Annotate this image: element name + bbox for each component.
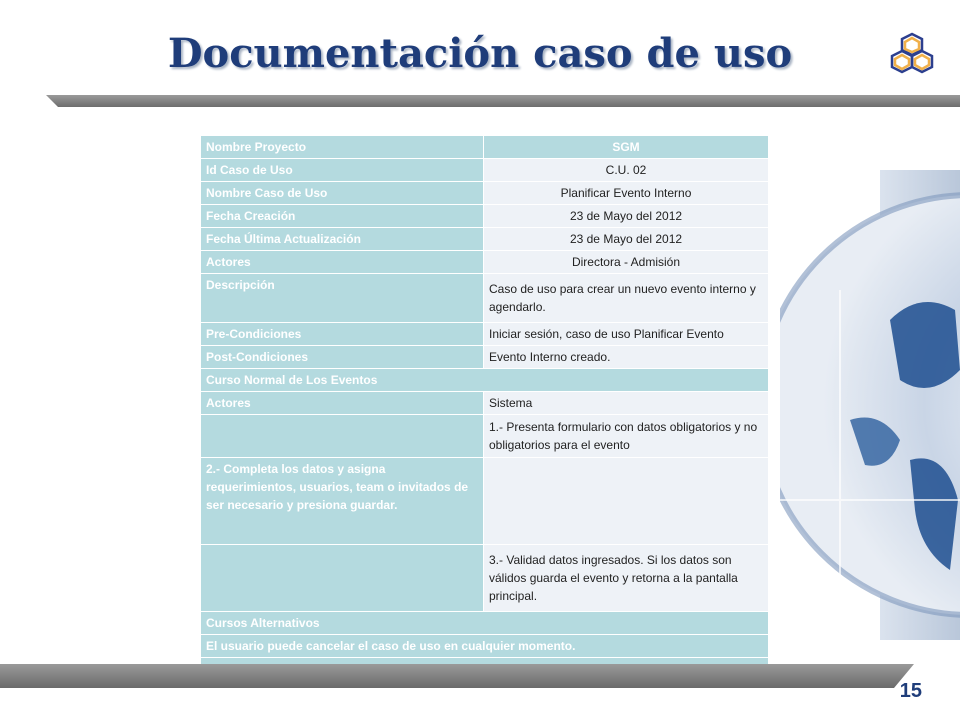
- label-post-condiciones: Post-Condiciones: [201, 346, 484, 369]
- value-nombre-caso: Planificar Evento Interno: [484, 182, 769, 205]
- value-pre-condiciones: Iniciar sesión, caso de uso Planificar Evento: [484, 323, 769, 346]
- table-row: [201, 369, 769, 392]
- value-id-caso: C.U. 02: [484, 159, 769, 182]
- use-case-table: [200, 135, 769, 681]
- section-cursos-alternativos: Cursos Alternativos: [201, 612, 769, 635]
- table-row: [201, 545, 769, 612]
- value-fecha-actualizacion: 23 de Mayo del 2012: [484, 228, 769, 251]
- label-fecha-creacion: Fecha Creación: [201, 205, 484, 228]
- slide-title: Documentación caso de uso: [167, 30, 793, 77]
- table-row: [201, 392, 769, 415]
- table-row: [201, 323, 769, 346]
- bottom-decorative-bar: [0, 664, 960, 688]
- hexagon-logo-icon: [884, 30, 940, 86]
- table-row: [201, 251, 769, 274]
- flow-header-actor: Actores: [201, 392, 484, 415]
- table-row: [201, 159, 769, 182]
- value-descripcion: Caso de uso para crear un nuevo evento interno y agendarlo.: [484, 274, 769, 323]
- flow-step2-actor: 2.- Completa los datos y asigna requerimientos, usuarios, team o invitados de ser necesario y presiona guardar.: [201, 458, 484, 545]
- flow-step2-system-empty: [484, 458, 769, 545]
- value-nombre-proyecto: SGM: [484, 136, 769, 159]
- table-row: [201, 205, 769, 228]
- table-row: [201, 635, 769, 658]
- label-pre-condiciones: Pre-Condiciones: [201, 323, 484, 346]
- table-row: [201, 228, 769, 251]
- table-row: [201, 274, 769, 323]
- page-number: 15: [899, 680, 922, 702]
- table-row: [201, 415, 769, 458]
- flow-step3-system: 3.- Validad datos ingresados. Si los datos son válidos guarda el evento y retorna a la pantalla principal.: [484, 545, 769, 612]
- table-row: [201, 136, 769, 159]
- table-row: [201, 346, 769, 369]
- table-row: [201, 458, 769, 545]
- globe-graphic: [780, 170, 960, 640]
- flow-header-system: Sistema: [484, 392, 769, 415]
- flow-step1-system: 1.- Presenta formulario con datos obligatorios y no obligatorios para el evento: [484, 415, 769, 458]
- table-row: [201, 612, 769, 635]
- label-nombre-caso: Nombre Caso de Uso: [201, 182, 484, 205]
- value-fecha-creacion: 23 de Mayo del 2012: [484, 205, 769, 228]
- top-decorative-bar: [46, 95, 960, 107]
- label-nombre-proyecto: Nombre Proyecto: [201, 136, 484, 159]
- value-actores: Directora - Admisión: [484, 251, 769, 274]
- label-actores: Actores: [201, 251, 484, 274]
- table-row: [201, 182, 769, 205]
- flow-step1-actor-empty: [201, 415, 484, 458]
- label-id-caso: Id Caso de Uso: [201, 159, 484, 182]
- section-curso-normal: Curso Normal de Los Eventos: [201, 369, 769, 392]
- label-descripcion: Descripción: [201, 274, 484, 323]
- label-fecha-actualizacion: Fecha Última Actualización: [201, 228, 484, 251]
- value-post-condiciones: Evento Interno creado.: [484, 346, 769, 369]
- flow-step3-actor-empty: [201, 545, 484, 612]
- alt-course-1: El usuario puede cancelar el caso de uso en cualquier momento.: [201, 635, 769, 658]
